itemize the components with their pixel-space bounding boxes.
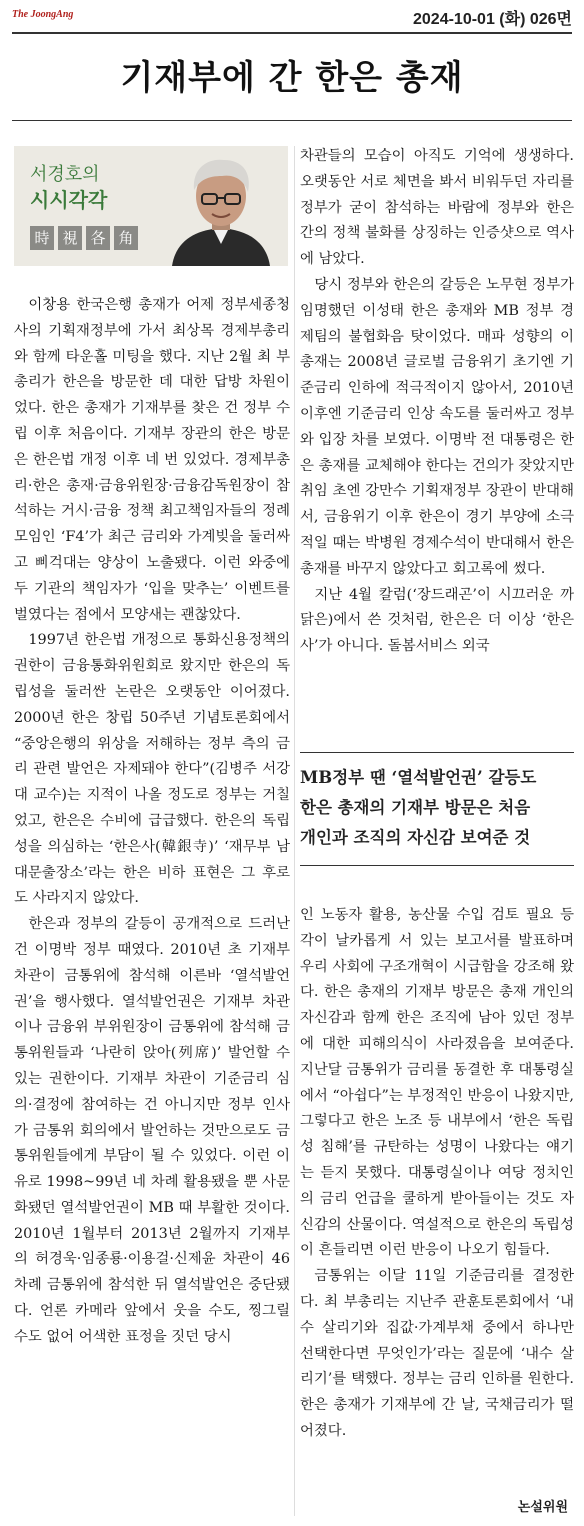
hanja-char: 角 bbox=[114, 226, 138, 250]
author-portrait bbox=[162, 152, 280, 266]
masthead-rule bbox=[12, 32, 572, 34]
pull-quote-line: 개인과 조직의 자신감 보여준 것 bbox=[300, 828, 531, 847]
column-divider bbox=[294, 146, 295, 1516]
paragraph: 이창용 한국은행 총재가 어제 정부세종청사의 기획재정부에 가서 최상목 경제부총리와 함께 타운홀 미팅을 했다. 지난 2월 최 부총리가 한은을 방문한 데 대한 답방 차원이었다. 한은 총재가 기재부를 찾은 건 정부 수립 이후 처음이다. 기재부 장관의 한은 방문은 한은법 개정 이후 네 번 있었다. 경제부총리·한은 총재·금융위원장·금융감독원장이 참석하는 거시·금융 정책 최고책임자들의 정례 모임인 ‘F4’가 최근 금리와 가계빚을 둘러싸고 삐걱대는 양상이 노출됐다. 이런 와중에 두 기관의 책임자가 ‘입을 맞추는’ 이벤트를 벌였다는 점에서 모양새는 괜찮았다. bbox=[14, 297, 290, 623]
paragraph: 당시 정부와 한은의 갈등은 노무현 정부가 임명했던 이성태 한은 총재와 MB 정부 경제팀의 불협화음 탓이었다. 매파 성향의 이 총재는 2008년 글로벌 금융위기 초기엔 기준금리 인하에 적극적이지 않아서, 2010년 이후엔 기준금리 인상 속도를 둘러싸고 정부와 입장 차를 보였다. 이명박 전 대통령은 한은 총재를 교체해야 한다는 건의가 잦았지만 취임 초엔 강만수 기획재정부 장관이 반대해서, 금융위기 이후 한은이 경기 부양에 소극적일 때는 박병원 경제수석이 반대해서 한은 총재를 바꾸지 않았다고 회고록에 썼다. bbox=[300, 276, 574, 577]
column-author: 서경호의 bbox=[30, 164, 100, 184]
column-title: 시시각각 bbox=[30, 190, 108, 212]
pull-quote-line: MB정부 땐 ‘열석발언권’ 갈등도 bbox=[300, 768, 537, 787]
column-header-box bbox=[14, 146, 288, 266]
hanja-char: 視 bbox=[58, 226, 82, 250]
paragraph: 지난 4월 칼럼(‘장드래곤’이 시끄러운 까닭은)에서 쓴 것처럼, 한은은 더 이상 ‘한은사’가 아니다. 돌봄서비스 외국 bbox=[300, 586, 574, 655]
pull-quote-line: 한은 총재의 기재부 방문은 처음 bbox=[300, 798, 531, 817]
paragraph: 차관들의 모습이 아직도 기억에 생생하다. 오랫동안 서로 체면을 봐서 비워두던 자리를 정부가 굳이 참석하는 바람에 정부와 한은 간의 정책 불화를 상징하는 인증샷으로 역사에 남았다. bbox=[300, 148, 574, 268]
column-hanja bbox=[30, 226, 138, 250]
issue-dateline: 2024-10-01 (화) 026면 bbox=[413, 11, 572, 28]
paragraph: 금통위는 이달 11일 기준금리를 결정한다. 최 부총리는 지난주 관훈토론회에서 ‘내수 살리기와 집값·가계부채 중에서 하나만 선택한다면 무엇인가’라는 질문에 ‘내수 살리기’를 택했다. 정부는 금리 인하를 원한다. 한은 총재가 기재부에 간 날, 국채금리가 떨어졌다. bbox=[300, 1268, 574, 1439]
paragraph: 한은과 정부의 갈등이 공개적으로 드러난 건 이명박 정부 때였다. 2010년 초 기재부 차관이 금통위에 참석해 이른바 ‘열석발언권’을 행사했다. 열석발언권은 기재부 차관이나 금융위 부위원장이 금통위에 참석해 금통위원들과 ‘나란히 앉아(列席)’ 발언할 수 있는 권한이다. 기재부 차관이 기준금리 심의·결정에 참여하는 건 아니지만 정부 인사가 금통위 회의에서 발언하는 것만으로도 금통위원들에게 부담이 될 수 있었다. 이런 이유로 1998~99년 네 차례 활용됐을 뿐 사문화됐던 열석발언권이 MB 때 부활한 것이다. 2010년 1월부터 2013년 2월까지 기재부의 허경욱·임종룡·이용걸·신제윤 차관이 46차례 금통위에 참석한 뒤 열석발언은 중단됐다. 언론 카메라 앞에서 웃을 수도, 찡그릴 수도 없어 어색한 표정을 짓던 당시 bbox=[14, 916, 290, 1345]
paragraph: 1997년 한은법 개정으로 통화신용정책의 권한이 금융통화위원회로 왔지만 한은의 독립성을 둘러싼 논란은 오랫동안 이어졌다. 2000년 한은 창립 50주년 기념토론회에서 “중앙은행의 위상을 저해하는 정부 측의 금리 관련 발언은 자제돼야 한다”(김병주 서강대 교수)는 지적이 나올 정도로 정부는 거칠었고, 한은은 수비에 급급했다. 한은의 독립성을 의심하는 ‘한은사(韓銀寺)’ ‘재무부 남대문출장소’라는 한은 비하 표현은 그 후로도 사라지지 않았다. bbox=[14, 632, 290, 907]
hanja-char: 各 bbox=[86, 226, 110, 250]
byline: 논설위원 bbox=[517, 1499, 568, 1514]
newspaper-logo: The JoongAng bbox=[12, 9, 74, 20]
article-right-column-bottom bbox=[300, 903, 574, 1495]
article-left-column bbox=[14, 293, 290, 1526]
pull-quote bbox=[300, 752, 574, 866]
paragraph: 인 노동자 활용, 농산물 수입 검토 필요 등 각이 날카롭게 서 있는 보고서를 발표하며 우리 사회에 구조개혁이 시급함을 강조해 왔다. 한은 총재의 기재부 방문은 총재 개인의 자신감과 함께 한은 조직에 남아 있던 정부에 대한 피해의식이 사라졌음을 보여준다. 지난달 금통위가 금리를 동결한 후 대통령실에서 “아쉽다”는 부정적인 반응이 나왔지만, 그렇다고 한은 노조 등 내부에서 ‘한은 독립성 침해’를 규탄하는 성명이 나왔다는 얘기는 듣지 못했다. 대통령실이나 여당 정치인의 금리 언급을 쿨하게 받아들이는 것도 자신감의 산물이다. 역설적으로 한은의 독립성이 흔들리면 이런 반응이 나오기 힘들다. bbox=[300, 907, 574, 1259]
article-headline: 기재부에 간 한은 총재 bbox=[120, 58, 464, 98]
hanja-char: 時 bbox=[30, 226, 54, 250]
headline-rule bbox=[12, 120, 572, 121]
article-right-column-top bbox=[300, 144, 574, 700]
masthead-bar bbox=[0, 0, 584, 32]
